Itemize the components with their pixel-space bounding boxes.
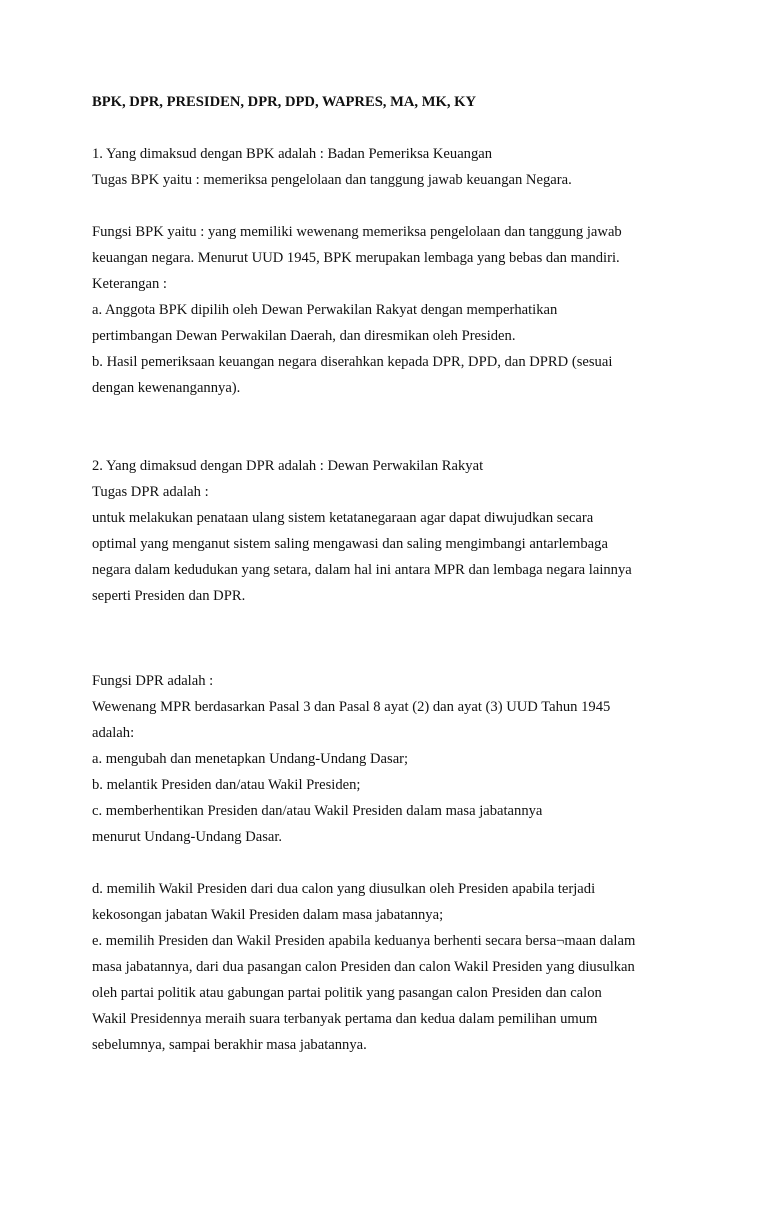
dpr-tugas-line: negara dalam kedudukan yang setara, dalam hal ini antara MPR dan lembaga negara lainnya bbox=[92, 562, 632, 578]
dpr-tugas-line: seperti Presiden dan DPR. bbox=[92, 588, 246, 604]
dpr-tugas-line: untuk melakukan penataan ulang sistem ketatanegaraan agar dapat diwujudkan secara bbox=[92, 510, 594, 526]
mpr-wewenang-item-e-cont: oleh partai politik atau gabungan partai politik yang pasangan calon Presiden dan calon bbox=[92, 985, 602, 1001]
bpk-fungsi-line: keuangan negara. Menurut UUD 1945, BPK merupakan lembaga yang bebas dan mandiri. bbox=[92, 250, 620, 266]
bpk-keterangan-item-a: a. Anggota BPK dipilih oleh Dewan Perwakilan Rakyat dengan memperhatikan bbox=[92, 302, 558, 318]
bpk-keterangan-label: Keterangan : bbox=[92, 276, 167, 292]
bpk-definition: 1. Yang dimaksud dengan BPK adalah : Badan Pemeriksa Keuangan bbox=[92, 146, 493, 162]
document-title: BPK, DPR, PRESIDEN, DPR, DPD, WAPRES, MA, MK, KY bbox=[92, 94, 477, 110]
mpr-wewenang-item-d-cont: kekosongan jabatan Wakil Presiden dalam masa jabatannya; bbox=[92, 907, 444, 923]
mpr-wewenang-item-e: e. memilih Presiden dan Wakil Presiden apabila keduanya berhenti secara bersa¬maan dalam bbox=[92, 933, 636, 949]
dpr-fungsi-label: Fungsi DPR adalah : bbox=[92, 673, 214, 689]
bpk-keterangan-item-b-cont: dengan kewenangannya). bbox=[92, 380, 241, 396]
dpr-tugas-label: Tugas DPR adalah : bbox=[92, 484, 209, 500]
mpr-wewenang-item-e-cont: sebelumnya, sampai berakhir masa jabatannya. bbox=[92, 1037, 367, 1053]
mpr-wewenang-item-c-cont: menurut Undang-Undang Dasar. bbox=[92, 829, 283, 845]
mpr-wewenang-item-e-cont: masa jabatannya, dari dua pasangan calon Presiden dan calon Wakil Presiden yang diusulkan bbox=[92, 959, 635, 975]
mpr-wewenang-line: Wewenang MPR berdasarkan Pasal 3 dan Pasal 8 ayat (2) dan ayat (3) UUD Tahun 1945 bbox=[92, 699, 611, 715]
bpk-tugas: Tugas BPK yaitu : memeriksa pengelolaan dan tanggung jawab keuangan Negara. bbox=[92, 172, 572, 188]
dpr-definition: 2. Yang dimaksud dengan DPR adalah : Dewan Perwakilan Rakyat bbox=[92, 458, 484, 474]
mpr-wewenang-item-a: a. mengubah dan menetapkan Undang-Undang Dasar; bbox=[92, 751, 409, 767]
dpr-tugas-line: optimal yang menganut sistem saling mengawasi dan saling mengimbangi antarlembaga bbox=[92, 536, 608, 552]
mpr-wewenang-item-c: c. memberhentikan Presiden dan/atau Wakil Presiden dalam masa jabatannya bbox=[92, 803, 543, 819]
mpr-wewenang-item-e-cont: Wakil Presidennya meraih suara terbanyak pertama dan kedua dalam pemilihan umum bbox=[92, 1011, 598, 1027]
bpk-keterangan-item-a-cont: pertimbangan Dewan Perwakilan Daerah, dan diresmikan oleh Presiden. bbox=[92, 328, 516, 344]
document-body bbox=[92, 89, 712, 1058]
bpk-keterangan-item-b: b. Hasil pemeriksaan keuangan negara diserahkan kepada DPR, DPD, dan DPRD (sesuai bbox=[92, 354, 613, 370]
mpr-wewenang-item-d: d. memilih Wakil Presiden dari dua calon yang diusulkan oleh Presiden apabila terjadi bbox=[92, 881, 596, 897]
mpr-wewenang-item-b: b. melantik Presiden dan/atau Wakil Presiden; bbox=[92, 777, 361, 793]
mpr-wewenang-line: adalah: bbox=[92, 725, 135, 741]
bpk-fungsi-line: Fungsi BPK yaitu : yang memiliki wewenang memeriksa pengelolaan dan tanggung jawab bbox=[92, 224, 622, 240]
